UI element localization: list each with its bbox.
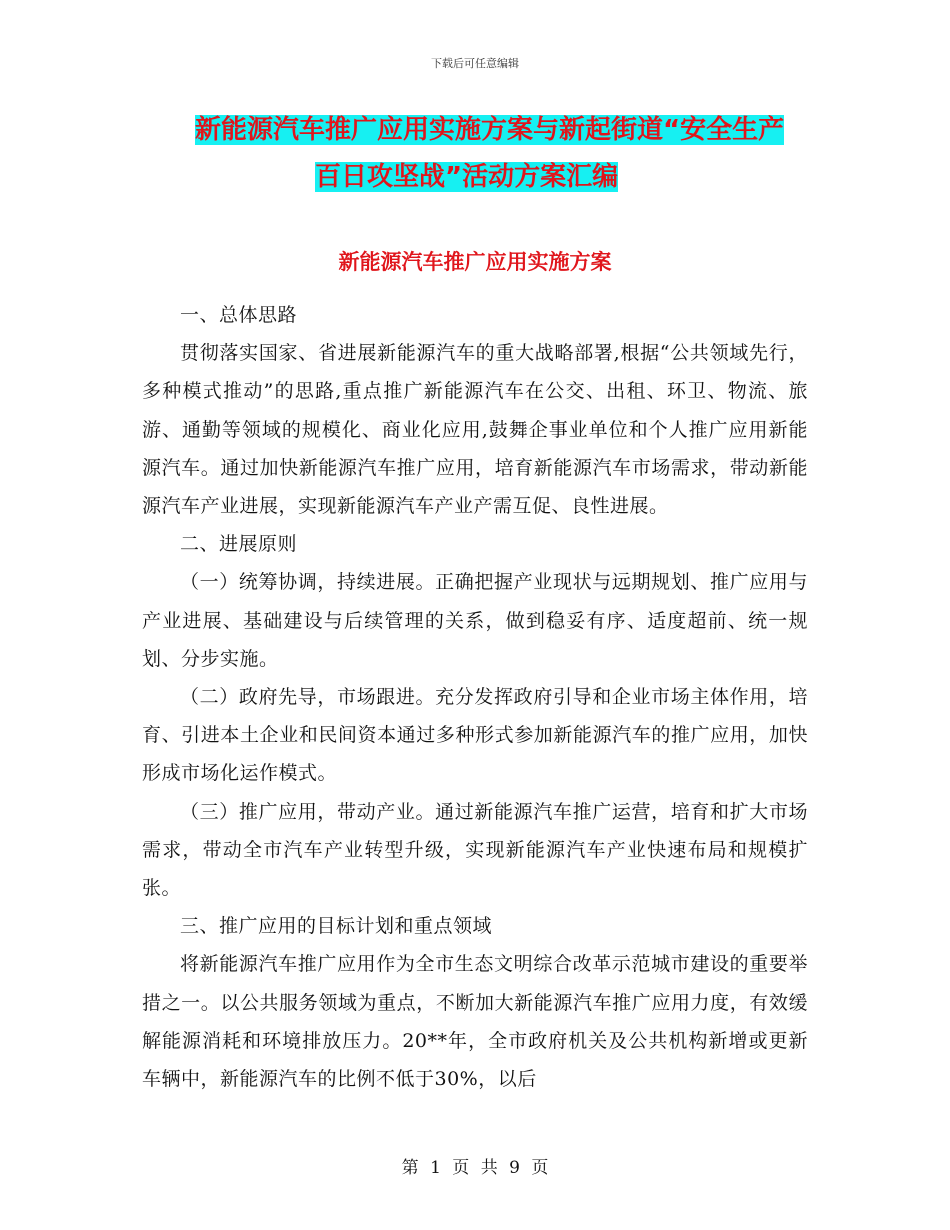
paragraph: 贯彻落实国家、省进展新能源汽车的重大战略部署,根据“公共领域先行，多种模式推动”的思路,重点推广新能源汽车在公交、出租、环卫、物流、旅游、通勤等领域的规模化、商业化应用,鼓舞企事业单位和个人推广应用新能源汽车。通过加快新能源汽车推广应用，培育新能源汽车市场需求，带动新能源汽车产业进展，实现新能源汽车产业产需互促、良性进展。 (142, 342, 808, 518)
title-line-2: 百日攻坚战”活动方案汇编 (315, 162, 619, 192)
document-title (140, 108, 820, 199)
header-note: 下载后可任意编辑 (431, 57, 519, 70)
heading-general-approach: 一、总体思路 (180, 304, 298, 326)
paragraph: （三）推广应用，带动产业。通过新能源汽车推广运营，培育和扩大市场需求，带动全市汽车产业转型升级，实现新能源汽车产业快速布局和规模扩张。 (142, 800, 808, 900)
section-title: 新能源汽车推广应用实施方案 (338, 250, 612, 274)
page-number: 第 1 页 共 9 页 (401, 1158, 549, 1178)
paragraph: 将新能源汽车推广应用作为全市生态文明综合改革示范城市建设的重要举措之一。以公共服务领域为重点，不断加大新能源汽车推广应用力度，有效缓解能源消耗和环境排放压力。20**年，全市政府机关及公共机构新增或更新车辆中，新能源汽车的比例不低于30%，以后 (142, 953, 808, 1091)
title-line-1: 新能源汽车推广应用实施方案与新起街道“安全生产 (195, 115, 785, 145)
heading-principles: 二、进展原则 (180, 533, 298, 556)
document-body (142, 296, 808, 1098)
paragraph: （一）统筹协调，持续进展。正确把握产业现状与远期规划、推广应用与产业进展、基础建设与后续管理的关系，做到稳妥有序、适度超前、统一规划、分步实施。 (142, 571, 808, 670)
paragraph: （二）政府先导，市场跟进。充分发挥政府引导和企业市场主体作用，培育、引进本土企业和民间资本通过多种形式参加新能源汽车的推广应用，加快形成市场化运作模式。 (142, 686, 808, 785)
heading-targets: 三、推广应用的目标计划和重点领域 (180, 915, 493, 938)
